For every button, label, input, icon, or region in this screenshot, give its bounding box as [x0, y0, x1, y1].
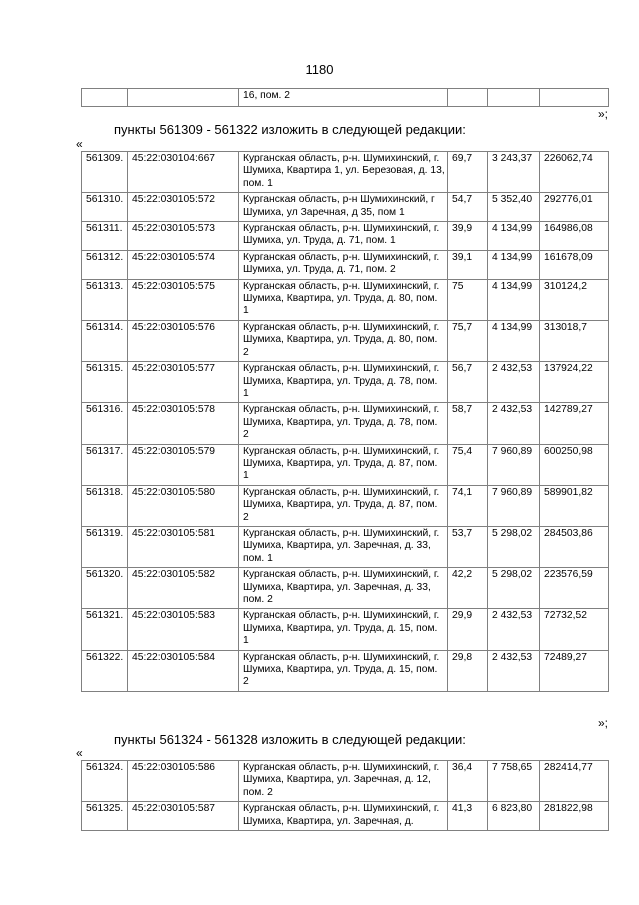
section-intro-text: пункты 561309 - 561322 изложить в следующей редакции: — [114, 122, 466, 137]
closing-quote-mark: »; — [597, 716, 608, 730]
value-cell: 282414,77 — [540, 761, 609, 802]
cadastral-number-cell: 45:22:030105:579 — [128, 444, 239, 485]
table-row — [82, 526, 609, 567]
item-number-cell: 561325. — [82, 802, 128, 831]
cadastral-number-cell: 45:22:030105:587 — [128, 802, 239, 831]
item-number-cell — [82, 89, 128, 107]
continued-table — [81, 88, 609, 107]
value-cell: 292776,01 — [540, 193, 609, 222]
item-number-cell: 561316. — [82, 403, 128, 444]
rate-cell: 7 758,65 — [488, 761, 540, 802]
address-cell: Курганская область, р-н. Шумихинский, г. Шумиха, Квартира, ул. Заречная, д. 33, пом. 1 — [239, 526, 448, 567]
area-cell: 42,2 — [448, 568, 488, 609]
rate-cell: 3 243,37 — [488, 152, 540, 193]
closing-quote-mark: »; — [597, 107, 608, 121]
area-cell: 29,9 — [448, 609, 488, 650]
cadastral-number-cell: 45:22:030105:575 — [128, 279, 239, 320]
value-cell: 72489,27 — [540, 650, 609, 691]
item-number-cell: 561319. — [82, 526, 128, 567]
area-cell: 58,7 — [448, 403, 488, 444]
cadastral-number-cell: 45:22:030105:582 — [128, 568, 239, 609]
area-cell: 75 — [448, 279, 488, 320]
table-row — [82, 650, 609, 691]
item-number-cell: 561315. — [82, 362, 128, 403]
value-cell: 142789,27 — [540, 403, 609, 444]
rate-cell — [488, 89, 540, 107]
rate-cell: 2 432,53 — [488, 609, 540, 650]
area-cell: 74,1 — [448, 485, 488, 526]
rate-cell: 4 134,99 — [488, 250, 540, 279]
area-cell: 39,1 — [448, 250, 488, 279]
cadastral-number-cell: 45:22:030105:576 — [128, 320, 239, 361]
cadastral-number-cell: 45:22:030105:573 — [128, 222, 239, 251]
rate-cell: 5 298,02 — [488, 526, 540, 567]
rate-cell: 2 432,53 — [488, 650, 540, 691]
area-cell: 54,7 — [448, 193, 488, 222]
item-number-cell: 561314. — [82, 320, 128, 361]
rate-cell: 4 134,99 — [488, 222, 540, 251]
table-row — [82, 403, 609, 444]
cadastral-number-cell: 45:22:030105:580 — [128, 485, 239, 526]
property-table — [81, 151, 609, 692]
area-cell: 75,7 — [448, 320, 488, 361]
table-row — [82, 609, 609, 650]
value-cell: 161678,09 — [540, 250, 609, 279]
rate-cell: 4 134,99 — [488, 279, 540, 320]
area-cell: 36,4 — [448, 761, 488, 802]
value-cell: 284503,86 — [540, 526, 609, 567]
area-cell: 29,8 — [448, 650, 488, 691]
address-cell: Курганская область, р-н. Шумихинский, г. Шумиха, Квартира, ул. Труда, д. 87, пом. 2 — [239, 485, 448, 526]
table-row — [82, 89, 609, 107]
value-cell: 310124,2 — [540, 279, 609, 320]
area-cell — [448, 89, 488, 107]
table-row — [82, 222, 609, 251]
area-cell: 75,4 — [448, 444, 488, 485]
rate-cell: 2 432,53 — [488, 403, 540, 444]
address-cell: Курганская область, р-н. Шумихинский, г. Шумиха, ул. Труда, д. 71, пом. 2 — [239, 250, 448, 279]
address-cell: Курганская область, р-н. Шумихинский, г. Шумиха, Квартира, ул. Труда, д. 78, пом. 2 — [239, 403, 448, 444]
value-cell: 164986,08 — [540, 222, 609, 251]
address-cell: Курганская область, р-н. Шумихинский, г. Шумиха, ул. Труда, д. 71, пом. 1 — [239, 222, 448, 251]
table-row — [82, 193, 609, 222]
address-cell: Курганская область, р-н Шумихинский, г Шумиха, ул Заречная, д 35, пом 1 — [239, 193, 448, 222]
item-number-cell: 561324. — [82, 761, 128, 802]
area-cell: 39,9 — [448, 222, 488, 251]
rate-cell: 5 298,02 — [488, 568, 540, 609]
table-row — [82, 802, 609, 831]
area-cell: 41,3 — [448, 802, 488, 831]
address-cell: Курганская область, р-н. Шумихинский, г. Шумиха, Квартира, ул. Заречная, д. — [239, 802, 448, 831]
table-row — [82, 761, 609, 802]
cadastral-number-cell: 45:22:030105:583 — [128, 609, 239, 650]
address-cell: Курганская область, р-н. Шумихинский, г. Шумиха, Квартира, ул. Заречная, д. 12, пом. 2 — [239, 761, 448, 802]
value-cell: 72732,52 — [540, 609, 609, 650]
opening-quote-mark: « — [76, 746, 83, 760]
value-cell: 313018,7 — [540, 320, 609, 361]
rate-cell: 7 960,89 — [488, 444, 540, 485]
value-cell: 223576,59 — [540, 568, 609, 609]
rate-cell: 6 823,80 — [488, 802, 540, 831]
rate-cell: 7 960,89 — [488, 485, 540, 526]
opening-quote-mark: « — [76, 137, 83, 151]
rate-cell: 5 352,40 — [488, 193, 540, 222]
item-number-cell: 561317. — [82, 444, 128, 485]
cadastral-number-cell: 45:22:030104:667 — [128, 152, 239, 193]
table-row — [82, 279, 609, 320]
item-number-cell: 561313. — [82, 279, 128, 320]
item-number-cell: 561309. — [82, 152, 128, 193]
address-cell: Курганская область, р-н. Шумихинский, г. Шумиха, Квартира, ул. Заречная, д. 33, пом. 2 — [239, 568, 448, 609]
area-cell: 56,7 — [448, 362, 488, 403]
item-number-cell: 561321. — [82, 609, 128, 650]
address-cell: Курганская область, р-н. Шумихинский, г. Шумиха, Квартира, ул. Труда, д. 80, пом. 1 — [239, 279, 448, 320]
value-cell: 137924,22 — [540, 362, 609, 403]
table-row — [82, 485, 609, 526]
table-row — [82, 444, 609, 485]
item-number-cell: 561318. — [82, 485, 128, 526]
item-number-cell: 561311. — [82, 222, 128, 251]
item-number-cell: 561322. — [82, 650, 128, 691]
address-cell: Курганская область, р-н. Шумихинский, г. Шумиха, Квартира 1, ул. Березовая, д. 13, пом. 1 — [239, 152, 448, 193]
cadastral-number-cell: 45:22:030105:578 — [128, 403, 239, 444]
table-row — [82, 250, 609, 279]
value-cell — [540, 89, 609, 107]
rate-cell: 4 134,99 — [488, 320, 540, 361]
table-row — [82, 152, 609, 193]
area-cell: 53,7 — [448, 526, 488, 567]
value-cell: 589901,82 — [540, 485, 609, 526]
property-table — [81, 760, 609, 831]
item-number-cell: 561312. — [82, 250, 128, 279]
cadastral-number-cell: 45:22:030105:574 — [128, 250, 239, 279]
item-number-cell: 561310. — [82, 193, 128, 222]
rate-cell: 2 432,53 — [488, 362, 540, 403]
cadastral-number-cell: 45:22:030105:586 — [128, 761, 239, 802]
area-cell: 69,7 — [448, 152, 488, 193]
page-number: 1180 — [305, 62, 334, 77]
address-cell: 16, пом. 2 — [239, 89, 448, 107]
address-cell: Курганская область, р-н. Шумихинский, г. Шумиха, Квартира, ул. Труда, д. 15, пом. 2 — [239, 650, 448, 691]
address-cell: Курганская область, р-н. Шумихинский, г. Шумиха, Квартира, ул. Труда, д. 15, пом. 1 — [239, 609, 448, 650]
address-cell: Курганская область, р-н. Шумихинский, г. Шумиха, Квартира, ул. Труда, д. 87, пом. 1 — [239, 444, 448, 485]
table-row — [82, 362, 609, 403]
address-cell: Курганская область, р-н. Шумихинский, г. Шумиха, Квартира, ул. Труда, д. 78, пом. 1 — [239, 362, 448, 403]
cadastral-number-cell: 45:22:030105:577 — [128, 362, 239, 403]
value-cell: 600250,98 — [540, 444, 609, 485]
value-cell: 281822,98 — [540, 802, 609, 831]
cadastral-number-cell: 45:22:030105:572 — [128, 193, 239, 222]
cadastral-number-cell: 45:22:030105:584 — [128, 650, 239, 691]
table-row — [82, 568, 609, 609]
section-intro-text: пункты 561324 - 561328 изложить в следующей редакции: — [114, 732, 466, 747]
value-cell: 226062,74 — [540, 152, 609, 193]
cadastral-number-cell — [128, 89, 239, 107]
table-row — [82, 320, 609, 361]
item-number-cell: 561320. — [82, 568, 128, 609]
cadastral-number-cell: 45:22:030105:581 — [128, 526, 239, 567]
address-cell: Курганская область, р-н. Шумихинский, г. Шумиха, Квартира, ул. Труда, д. 80, пом. 2 — [239, 320, 448, 361]
